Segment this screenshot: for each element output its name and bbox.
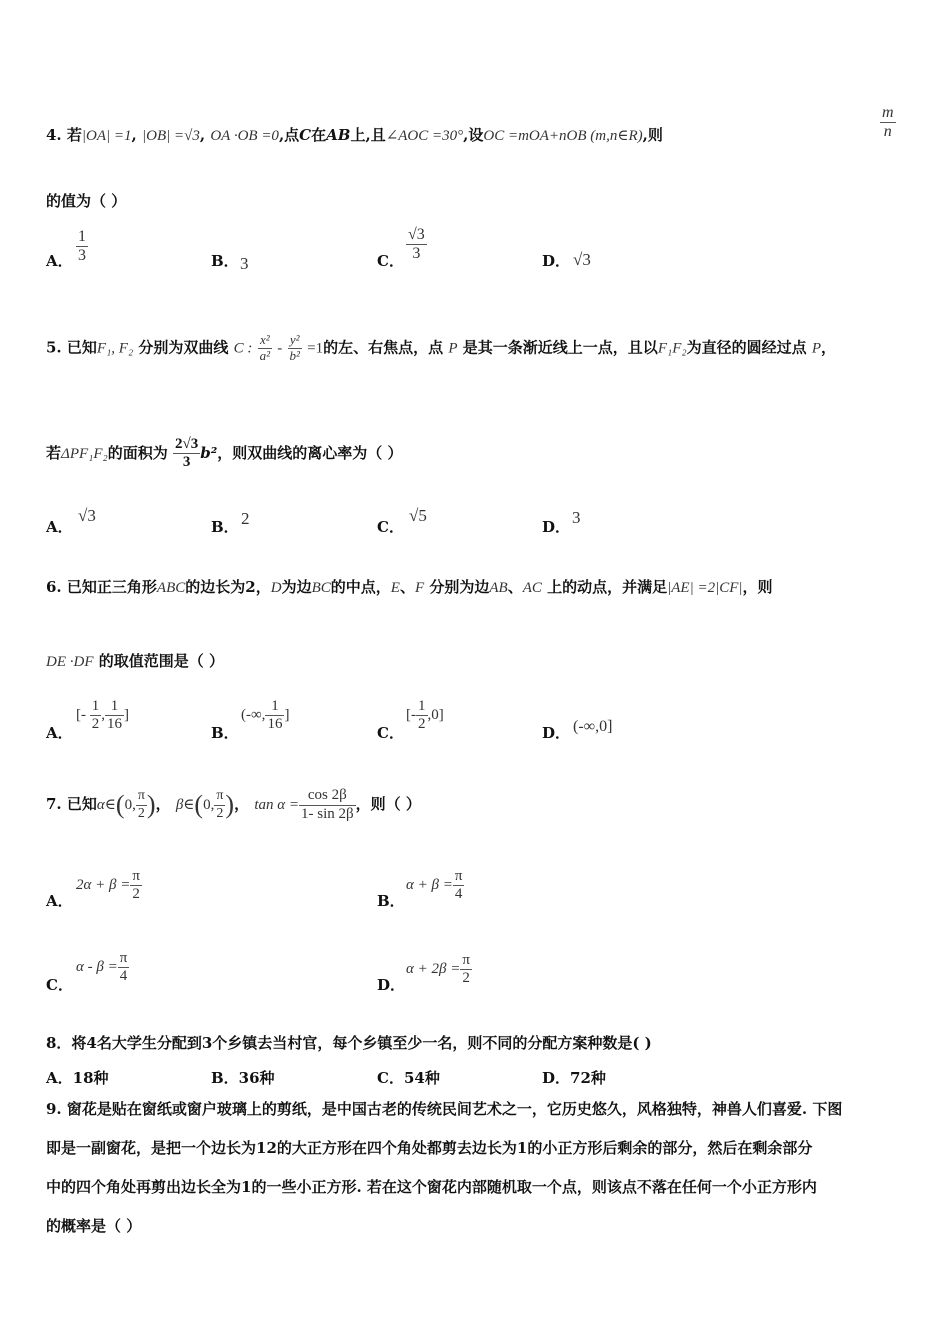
text: 的中点， <box>330 578 391 596</box>
numerator: π <box>130 868 142 886</box>
q4-option-b-label: B． <box>211 252 239 270</box>
q6-option-c-value <box>406 698 444 734</box>
q6-option-d-value: (-∞,0] <box>573 718 613 735</box>
point-e: E <box>390 580 400 596</box>
q4-option-b-value: 3 <box>240 254 249 273</box>
text: 分别为边 <box>429 578 490 596</box>
denominator: a² <box>259 347 271 363</box>
math-bc: BC <box>311 580 331 596</box>
text: 分别为双曲线 <box>138 338 229 357</box>
text: 、 <box>507 578 523 596</box>
q5-option-c-value: √5 <box>409 506 427 525</box>
bracket: ,0] <box>427 707 444 724</box>
q5-option-a-label: A． <box>46 518 73 536</box>
q7-option-c-value <box>76 950 129 986</box>
math-dot-product: OA ·OB =0 <box>210 128 279 144</box>
text: 在 <box>311 126 327 144</box>
q8-option-a: A．18种 <box>46 1069 109 1087</box>
denominator: 2 <box>216 805 224 821</box>
denominator: 2 <box>91 716 100 733</box>
math: α - β = <box>76 959 118 976</box>
q9-line-4: 的概率是（ ） <box>46 1217 142 1235</box>
q8-option-d: D．72种 <box>542 1069 606 1087</box>
numerator: π <box>136 788 147 805</box>
bracket: ] <box>284 707 290 724</box>
q5-option-b-value: 2 <box>241 509 250 528</box>
denominator: 4 <box>454 886 463 903</box>
text: , <box>199 126 206 144</box>
fraction <box>265 698 284 734</box>
text: 的面积为 <box>107 443 168 462</box>
text: 上,且 <box>350 126 386 144</box>
text: ， <box>155 795 171 813</box>
text: ， <box>234 795 250 813</box>
q8-option-c: C．54种 <box>377 1069 440 1087</box>
q4-option-c-value <box>406 226 427 264</box>
paren-open: ( <box>194 790 204 819</box>
q7-option-a-value <box>76 868 142 904</box>
q6-option-a-label: A． <box>46 724 73 742</box>
q4-option-a-label: A． <box>46 252 73 270</box>
q5-option-c-label: C． <box>377 518 404 536</box>
math-abc: ABC <box>156 580 186 596</box>
point-p: P <box>448 340 458 357</box>
numerator: √3 <box>406 226 427 245</box>
denominator: 2 <box>418 716 426 733</box>
math-ac: AC <box>522 580 542 596</box>
text: 已知正三角形 <box>66 578 157 596</box>
math-triangle: ΔPF₁F₂ <box>61 445 108 462</box>
denominator: 16 <box>107 716 122 733</box>
question-number: 6. <box>46 578 62 596</box>
q7-option-c-label: C． <box>46 976 73 994</box>
q5-option-a-value: √3 <box>78 506 96 525</box>
point-f: F <box>414 580 425 596</box>
interval-start: 0, <box>124 797 136 813</box>
math-alpha-in: α∈ <box>96 797 116 813</box>
bracket: [- <box>406 707 416 724</box>
q5-option-b-label: B． <box>211 518 239 536</box>
numerator: 1 <box>90 698 102 716</box>
denominator: 2 <box>462 970 470 987</box>
question-5 <box>46 333 836 364</box>
paren-open: ( <box>115 790 125 819</box>
q7-option-a-label: A． <box>46 892 73 910</box>
fraction-2root3-3 <box>173 436 200 472</box>
point-p: P <box>811 340 821 357</box>
q6-option-b-value <box>241 698 289 734</box>
text: 为直径的圆经过点 <box>686 338 807 357</box>
fraction <box>105 698 124 734</box>
paren-close: ) <box>225 790 235 819</box>
text: 为边 <box>281 578 312 596</box>
question-number: 7. <box>46 795 62 813</box>
denominator: 3 <box>78 247 86 265</box>
numerator: 1 <box>416 698 428 716</box>
fraction-pi-2 <box>136 788 147 821</box>
q7-option-b-value <box>406 868 464 904</box>
denominator: 4 <box>119 968 128 985</box>
text: 上的动点，并满足 <box>547 578 668 596</box>
math-ob-abs: |OB| =√3 <box>142 128 200 144</box>
q6-option-a-value: [- $\frac{1}{2}$ , $\frac{1}{16}$ ] <box>76 698 129 733</box>
numerator: 2√3 <box>173 436 200 454</box>
text: 已知 <box>66 338 97 357</box>
denominator: n <box>883 123 892 141</box>
denominator: b² <box>289 347 300 363</box>
numerator: 1 <box>105 698 124 716</box>
q6-option-d-label: D． <box>542 724 571 742</box>
q7-option-d-value <box>406 952 472 988</box>
math-ab: AB <box>489 580 508 596</box>
minus-sign: - <box>277 340 283 357</box>
numerator: π <box>460 952 472 970</box>
numerator: y² <box>288 333 302 349</box>
bracket: ] <box>124 707 129 724</box>
numerator: π <box>453 868 465 886</box>
paren-close: ) <box>146 790 156 819</box>
q7-option-d-label: D． <box>377 976 406 994</box>
q5-option-d-value: 3 <box>572 508 581 527</box>
q8-option-b: B．36种 <box>211 1069 275 1087</box>
question-6-line2 <box>46 650 224 671</box>
question-8: 8．将4名大学生分配到3个乡镇去当村官，每个乡镇至少一名，则不同的分配方案种数是( ) <box>46 1034 652 1052</box>
numerator: 1 <box>265 698 284 716</box>
fraction-pi-2 <box>214 788 225 821</box>
q9-line-2: 即是一副窗花，是把一个边长为12的大正方形在四个角处都剪去边长为1的小正方形后剩余的部分，然后在剩余部分 <box>46 1139 813 1157</box>
q9-line-3: 中的四个角处再剪出边长全为1的一些小正方形. 若在这个窗花内部随机取一个点，则该点不落在任何一个小正方形内 <box>46 1178 817 1196</box>
q9-line-1: 9. 窗花是贴在窗纸或窗户玻璃上的剪纸，是中国古老的传统民间艺术之一，它历史悠久，风格独特，神兽人们喜爱. 下图 <box>46 1100 843 1118</box>
math-b-squared: b² <box>200 443 218 462</box>
question-7 <box>46 786 421 823</box>
fraction-m-over-n <box>880 104 896 142</box>
equals-one: =1 <box>307 340 324 357</box>
math-vector-eq: OC =mOA+nOB (m,n∈R) <box>483 128 643 144</box>
text: , <box>131 126 137 144</box>
math: α + 2β = <box>406 961 461 978</box>
text: 若 <box>66 126 82 144</box>
text: ， <box>821 338 837 357</box>
q6-option-c-label: C． <box>377 724 404 742</box>
question-number: 5. <box>46 338 62 357</box>
numerator: π <box>214 788 225 805</box>
fraction-y2-b2 <box>288 333 302 364</box>
numerator: m <box>880 104 896 123</box>
fraction <box>90 698 102 734</box>
math-oa-abs: |OA| =1 <box>81 128 132 144</box>
point-d: D <box>270 580 282 596</box>
q4-option-a-value <box>76 228 88 266</box>
text: 若 <box>46 443 62 462</box>
text: 的边长为2， <box>185 578 271 596</box>
math-ae-cf: |AE| =2|CF| <box>667 580 743 596</box>
math-foci: F₁, F₂ <box>96 340 134 357</box>
bracket: (-∞, <box>241 707 266 724</box>
fraction <box>416 698 428 734</box>
interval-start: 0, <box>203 797 215 813</box>
bracket: [- <box>76 707 86 724</box>
fraction <box>460 952 472 988</box>
math: 2α + β = <box>76 877 131 894</box>
math-tan: tan α = <box>254 797 299 813</box>
numerator: π <box>118 950 130 968</box>
denominator: 16 <box>267 716 283 733</box>
fraction-cos-over-sin <box>299 787 356 823</box>
segment-ab: AB <box>326 126 351 144</box>
text: ，则（ ） <box>355 795 421 813</box>
text: 是其一条渐近线上一点，且以 <box>462 338 658 357</box>
denominator: 2 <box>137 805 145 821</box>
text: ，则双曲线的离心率为（ ） <box>217 443 403 462</box>
denominator: 2 <box>132 886 140 903</box>
math-f1f2: F₁F₂ <box>657 340 687 357</box>
q7-option-b-label: B． <box>377 892 405 910</box>
math-de-df: DE ·DF <box>46 654 94 670</box>
q4-option-c-label: C． <box>377 252 404 270</box>
question-9 <box>46 1095 908 1241</box>
math: α + β = <box>406 877 453 894</box>
question-number: 4. <box>46 126 62 144</box>
math-c: C : <box>233 340 253 357</box>
question-4 <box>46 124 663 145</box>
text: 的取值范围是（ ） <box>98 652 224 670</box>
numerator: 1 <box>76 228 88 247</box>
question-4-line2: 的值为（ ） <box>46 192 127 210</box>
text: ,则 <box>642 126 663 144</box>
text: 已知 <box>66 795 97 813</box>
denominator: 3 <box>412 245 421 263</box>
text: ，则 <box>742 578 773 596</box>
text: 的左、右焦点，点 <box>323 338 444 357</box>
q4-option-d-value: √3 <box>573 250 591 269</box>
fraction-x2-a2 <box>258 333 272 364</box>
q4-option-d-label: D． <box>542 252 571 270</box>
denominator: 3 <box>182 454 191 471</box>
fraction <box>130 868 142 904</box>
text: ,设 <box>463 126 484 144</box>
denominator: 1- sin 2β <box>301 805 354 822</box>
numerator: x² <box>258 333 272 349</box>
fraction <box>453 868 465 904</box>
math-beta-in: β∈ <box>175 797 195 813</box>
question-6 <box>46 576 773 597</box>
fraction <box>118 950 130 986</box>
point-c: C <box>299 126 312 144</box>
numerator: cos 2β <box>299 787 356 805</box>
q5-option-d-label: D． <box>542 518 571 536</box>
q6-option-b-label: B． <box>211 724 239 742</box>
text: ,点 <box>278 126 300 144</box>
question-5-line2 <box>46 436 403 472</box>
math-angle: ∠AOC =30° <box>385 128 464 144</box>
text: 、 <box>399 578 415 596</box>
